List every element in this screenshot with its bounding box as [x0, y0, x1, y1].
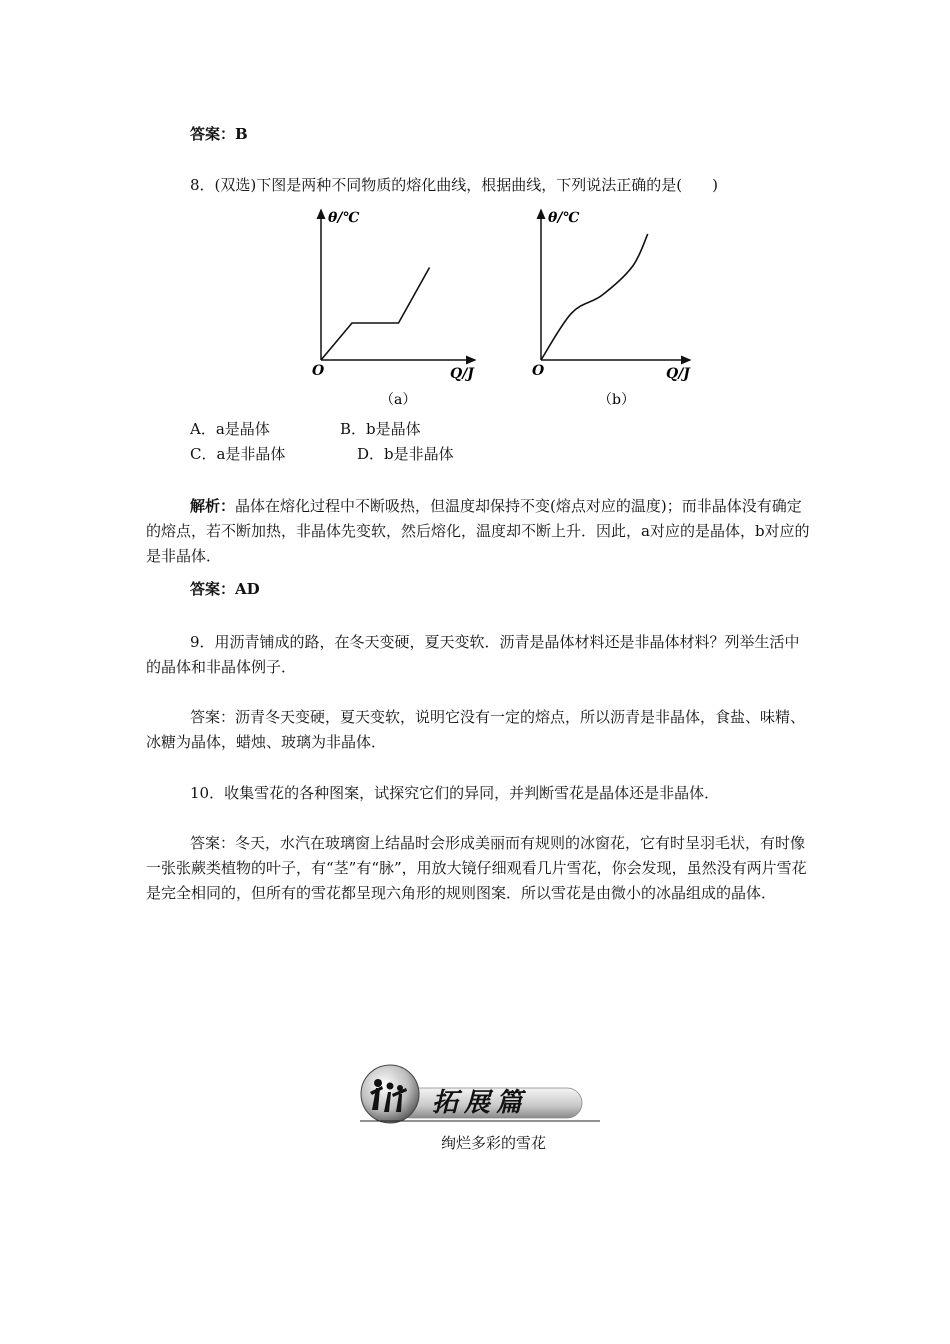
question-8: 8．(双选)下图是两种不同物质的熔化曲线，根据曲线，下列说法正确的是( )	[190, 176, 718, 194]
series-line-a	[321, 268, 430, 361]
section-banner	[360, 1058, 600, 1128]
y-axis-label: θ/℃	[548, 210, 580, 226]
analysis	[146, 494, 810, 569]
answer-value: AD	[235, 580, 260, 598]
origin-label: O	[312, 363, 325, 379]
answer-label: 答案：	[190, 580, 236, 598]
origin-label: O	[532, 363, 545, 379]
question-9	[146, 630, 810, 680]
chart-caption: （a）	[380, 392, 417, 408]
analysis-label: 解析：	[190, 497, 236, 515]
answer-10-text: 答案：冬天，水汽在玻璃窗上结晶时会形成美丽而有规则的冰窗花，它有时呈羽毛状，有时像一张张蕨类植物的叶子，有“茎”有“脉”，用放大镜仔细观看几片雪花，你会发现，虽然没有两片雪花是完全相同的，但所有的雪花都呈现六角形的规则图案．所以雪花是由微小的冰晶组成的晶体．	[146, 834, 807, 902]
answer7	[190, 122, 248, 147]
analysis-text: 晶体在熔化过程中不断吸热，但温度却保持不变(熔点对应的温度)；而非晶体没有确定的熔点，若不断加热，非晶体先变软，然后熔化，温度却不断上升．因此，a对应的是晶体，b对应的是非晶体．	[146, 497, 810, 565]
banner-title: 拓展篇	[432, 1088, 529, 1118]
answer-value: B	[235, 125, 248, 143]
answer-9-text: 答案：沥青冬天变硬，夏天变软，说明它没有一定的熔点，所以沥青是非晶体，食盐、味精、冰糖为晶体，蜡烛、玻璃为非晶体．	[146, 708, 806, 751]
option-a: A．a是晶体	[190, 420, 270, 438]
answer-label: 答案：	[190, 125, 236, 143]
question-9-text: 9．用沥青铺成的路，在冬天变硬，夏天变软．沥青是晶体材料还是非晶体材料？列举生活中的晶体和非晶体例子．	[146, 633, 800, 676]
answer-10	[146, 831, 810, 906]
x-axis-label: Q/J	[450, 366, 474, 382]
chart-caption: （b）	[598, 392, 635, 408]
answer8	[190, 577, 260, 602]
chart-a	[300, 200, 500, 415]
option-c: C．a是非晶体	[190, 445, 286, 463]
chart-b	[520, 200, 720, 415]
question-10: 10．收集雪花的各种图案，试探究它们的异同，并判断雪花是晶体还是非晶体．	[190, 784, 720, 802]
banner-subtitle: 绚烂多彩的雪花	[441, 1134, 547, 1152]
x-axis-label: Q/J	[666, 366, 690, 382]
answer-9	[146, 705, 810, 755]
y-axis-label: θ/℃	[328, 210, 360, 226]
series-line-b	[541, 234, 648, 360]
option-d: D．b是非晶体	[357, 445, 454, 463]
option-b: B．b是晶体	[340, 420, 421, 438]
